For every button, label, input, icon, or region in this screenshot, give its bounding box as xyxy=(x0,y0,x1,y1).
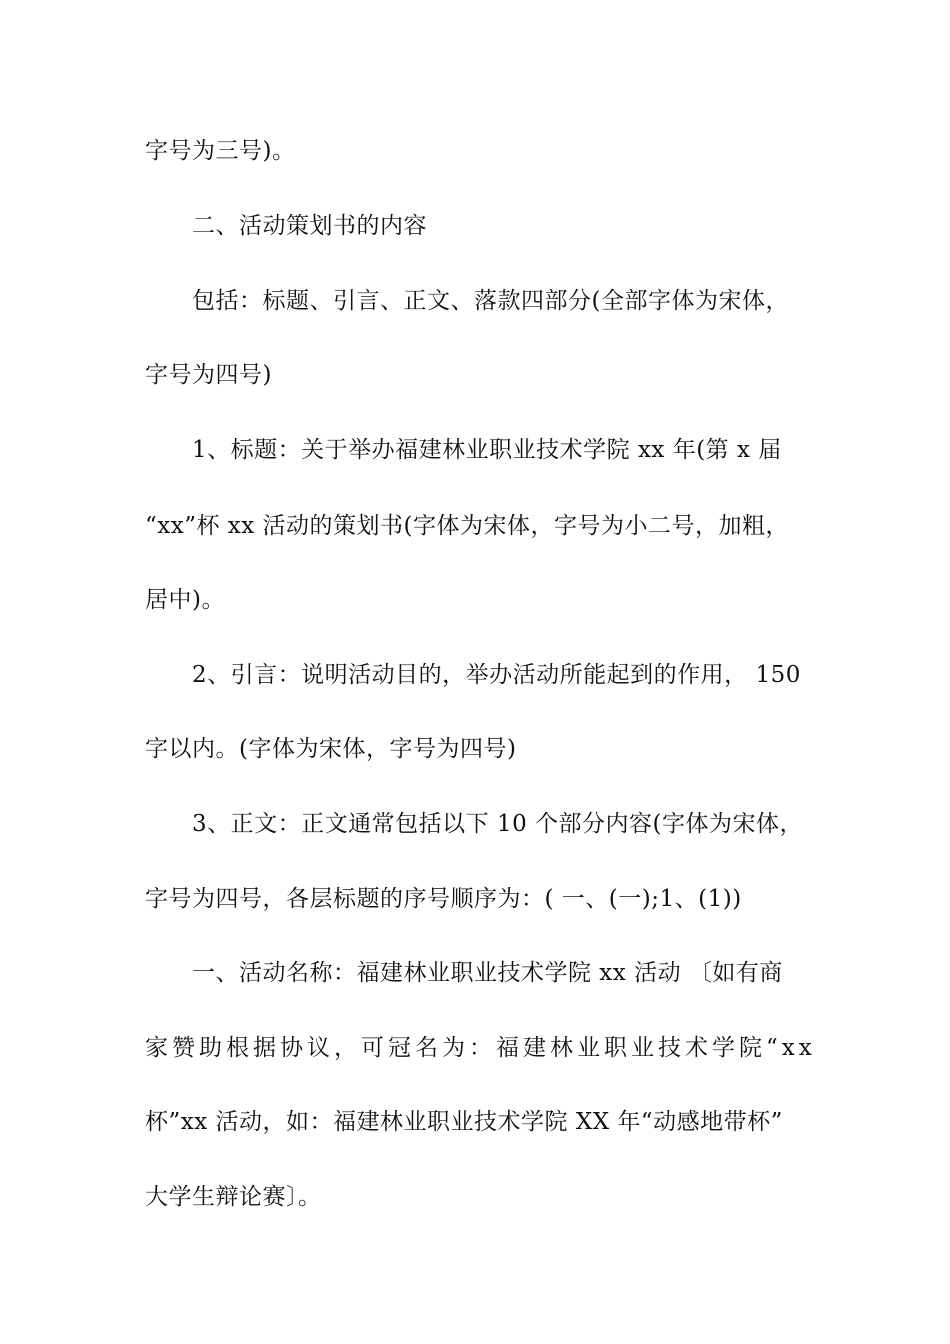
activity-name-line: 一、活动名称：福建林业职业技术学院 xx 活动 〔如有商 xyxy=(192,960,783,986)
item-title-line: 1、标题：关于举办福建林业职业技术学院 xx 年(第 x 届 xyxy=(192,437,782,463)
text-line-6: “xx”杯 xx 活动的策划书(字体为宋体，字号为小二号，加粗， xyxy=(145,513,789,539)
item-intro-line: 2、引言：说明活动目的，举办活动所能起到的作用， 150 xyxy=(192,662,801,688)
text-line-4: 字号为四号) xyxy=(145,362,272,388)
section-heading-content: 二、活动策划书的内容 xyxy=(192,213,427,239)
item-body-line: 3、正文：正文通常包括以下 10 个部分内容(字体为宋体， xyxy=(192,811,803,837)
text-line-14: 杯”xx 活动，如：福建林业职业技术学院 XX 年“动感地带杯” xyxy=(145,1109,783,1135)
text-line-3: 包括：标题、引言、正文、落款四部分(全部字体为宋体， xyxy=(192,288,789,314)
text-line-11: 字号为四号，各层标题的序号顺序为：( 一、(一);1、(1)) xyxy=(145,886,742,912)
text-line-9: 字以内。(字体为宋体，字号为四号) xyxy=(145,736,517,762)
text-line-13: 家赞助根据协议，可冠名为：福建林业职业技术学院“xx xyxy=(145,1035,816,1061)
text-line-1: 字号为三号)。 xyxy=(145,138,296,164)
text-line-7: 居中)。 xyxy=(145,587,225,613)
text-line-15: 大学生辩论赛〕。 xyxy=(145,1184,322,1210)
